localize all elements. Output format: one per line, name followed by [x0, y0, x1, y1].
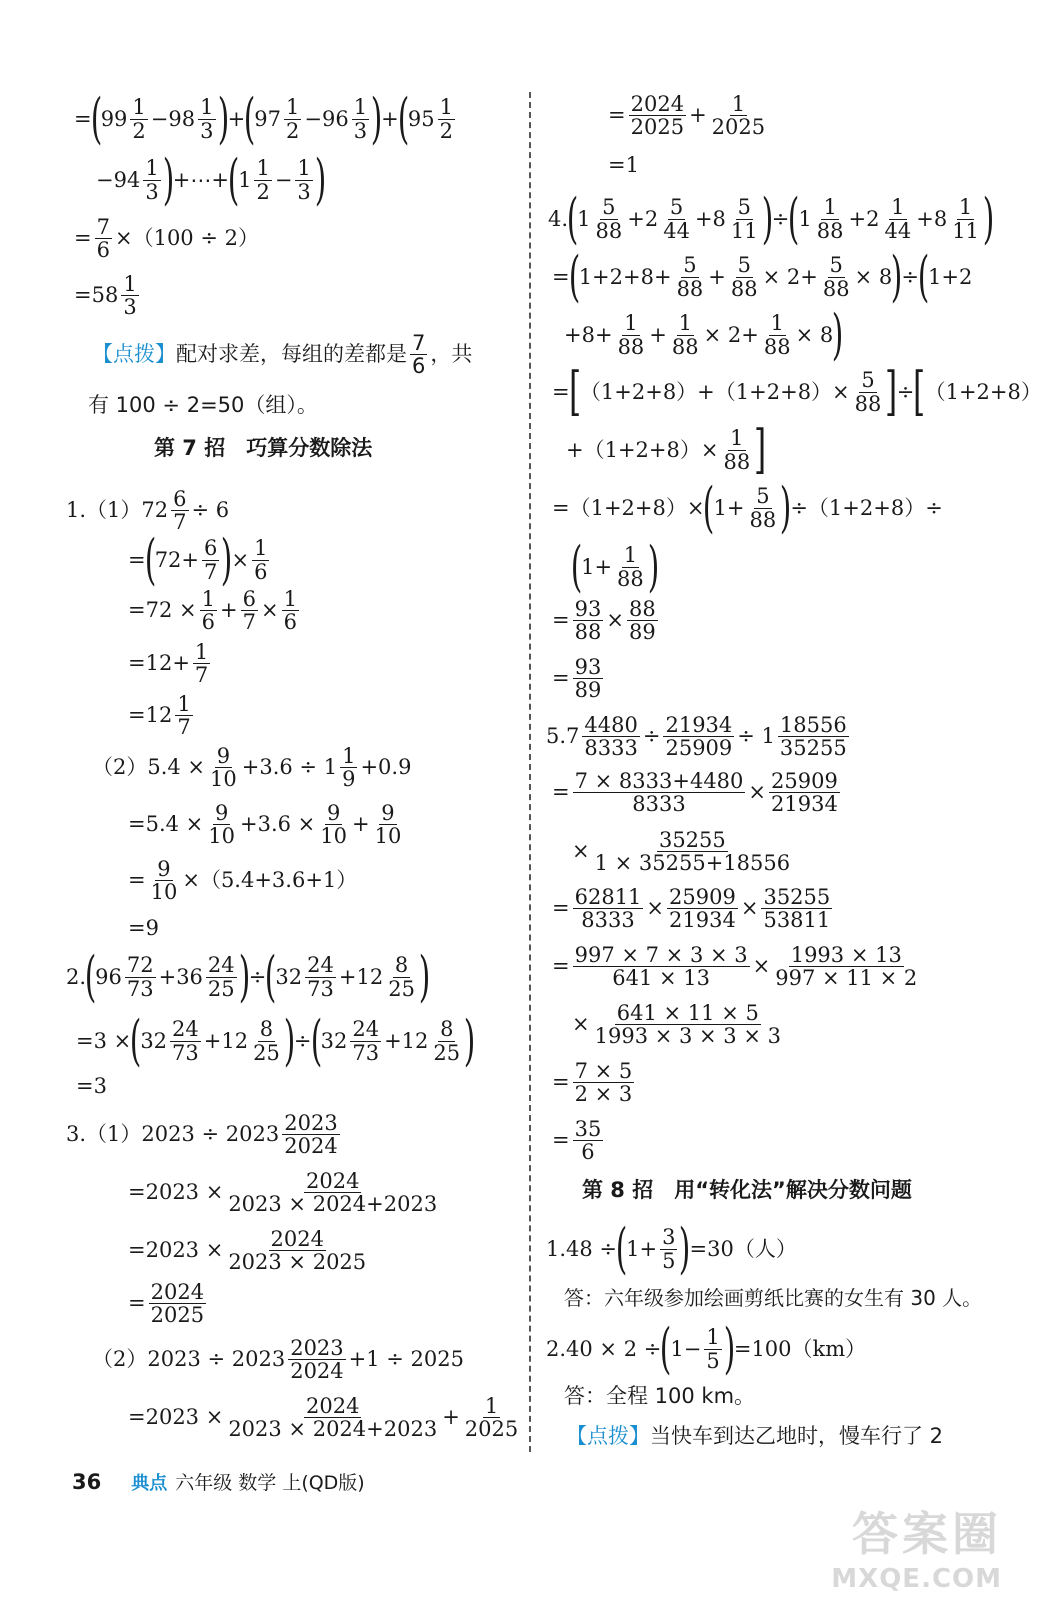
text: = — [128, 547, 146, 572]
brand-logo: 典点 — [131, 1472, 168, 1494]
text: +8+ — [564, 322, 613, 347]
watermark-text: 答案圈 — [852, 1507, 1002, 1561]
fraction: 2023 2024 — [290, 1336, 344, 1384]
eq-line — [74, 273, 142, 318]
eq-line — [552, 245, 973, 308]
text: = — [552, 896, 570, 921]
eq-line — [572, 829, 795, 874]
fraction: $\frac{7}{6}$ — [96, 215, 110, 263]
fraction: $\frac{1}{88}$ — [617, 543, 644, 591]
paren-right: ) — [162, 148, 175, 211]
eq-line — [92, 1337, 464, 1382]
fraction: 5 88 — [595, 195, 623, 243]
fraction: 24 25 — [207, 953, 235, 1001]
fraction: 1 3 — [353, 95, 368, 143]
fraction: $\frac{62811}{8333}$ — [574, 885, 642, 933]
text: = — [552, 379, 570, 404]
eq-line — [566, 420, 767, 480]
text: 1 — [798, 206, 812, 231]
text: 1 — [577, 206, 591, 231]
paren-left: ( — [84, 945, 97, 1008]
text: 72+ — [154, 547, 200, 572]
paren-right: ) — [647, 535, 660, 598]
watermark — [831, 1498, 1002, 1594]
fraction: $\frac{9}{10}$ — [210, 744, 237, 792]
text: 1− — [670, 1336, 702, 1361]
text: ÷ — [771, 206, 790, 231]
text: 3.（1）2023 ÷ 2023 — [66, 1122, 280, 1147]
bracket-right: ] — [754, 420, 767, 480]
text: +8 — [916, 206, 948, 231]
fraction: $\frac{1}{2025}$ — [464, 1394, 519, 1442]
eq-line — [546, 714, 852, 759]
text: =2023 × — [128, 1238, 224, 1263]
text: （1+2+8） — [924, 379, 1042, 404]
fraction: 8 25 — [388, 953, 415, 1001]
paren-left: ( — [917, 245, 930, 308]
eq-line — [74, 87, 458, 150]
text: 99 — [100, 106, 128, 131]
fraction: $\frac{2024}{2023 \times 2025}$ — [228, 1227, 367, 1275]
fraction: 1 2 — [439, 95, 453, 143]
text: 1+ — [713, 495, 745, 520]
eq-line — [552, 598, 661, 643]
text: =100（km） — [733, 1336, 867, 1361]
eq-line — [76, 1009, 476, 1072]
fraction: 1 7 — [177, 692, 191, 740]
fraction: 1 3 — [145, 156, 159, 204]
eq-line — [546, 1217, 797, 1280]
paren-right: ) — [418, 945, 431, 1008]
section-heading: 第 8 招 用“转化法”解决分数问题 — [582, 1178, 912, 1202]
tip-text: 当快车到达乙地时，慢车行了 2 — [650, 1424, 944, 1448]
fraction: 5 44 — [663, 195, 690, 243]
eq-line — [66, 1112, 343, 1157]
text: 1+2+8+ — [578, 264, 672, 289]
eq-line — [128, 1281, 209, 1326]
text: 2.40 × 2 ÷ — [546, 1336, 662, 1361]
text: + — [689, 103, 707, 128]
eq-line: =3 — [76, 1074, 107, 1098]
text: 32 — [320, 1028, 348, 1053]
text: +12 — [203, 1028, 249, 1053]
eq-line — [546, 1317, 867, 1380]
text: × — [231, 547, 250, 572]
text: ÷（1+2+8）÷ — [790, 495, 943, 520]
bracket-left: [ — [568, 362, 581, 422]
watermark-url: MXQE.COM — [831, 1564, 1002, 1594]
fraction: 24 73 — [172, 1017, 199, 1065]
paren-left: ( — [788, 187, 800, 250]
paren-right: ) — [221, 528, 233, 591]
fraction: 2023 2024 — [284, 1111, 338, 1159]
eq-line — [128, 1170, 442, 1215]
text: +2 — [627, 206, 659, 231]
text: ÷ 1 — [737, 724, 775, 749]
text: =72 × — [128, 598, 197, 623]
text: × — [752, 954, 771, 979]
text: ÷ — [642, 724, 661, 749]
eq-line — [552, 362, 1042, 422]
eq-line — [96, 148, 327, 211]
fraction: $\frac{9}{10}$ — [150, 857, 178, 905]
paren-right: ) — [982, 187, 995, 250]
text: × 2+ — [703, 322, 759, 347]
eq-line — [92, 745, 411, 790]
column-divider — [529, 92, 531, 1452]
paren-right: ) — [831, 303, 844, 366]
fraction: $\frac{1}{88}$ — [723, 426, 751, 474]
fraction: $\frac{2024}{2023 \times 2024+2023}$ — [228, 1394, 438, 1442]
text: =2023 × — [128, 1180, 224, 1205]
bracket-right: ] — [885, 362, 898, 422]
page-number: 36 — [72, 1469, 102, 1494]
tip-label: 【点拨】 — [92, 342, 176, 367]
eq-line — [74, 216, 259, 261]
paren-right: ) — [679, 1217, 691, 1280]
text: 1.（1）72 — [66, 498, 169, 523]
fraction: 1 3 — [123, 272, 137, 320]
paren-left: ( — [227, 148, 240, 211]
text: ÷ — [293, 1028, 312, 1053]
text: 5.7 — [546, 724, 580, 749]
fraction: 8 25 — [433, 1017, 461, 1065]
text: 95 — [407, 106, 435, 131]
eq-line — [128, 693, 196, 738]
eq-line: =9 — [128, 916, 159, 940]
text: ×（100 ÷ 2） — [114, 226, 259, 251]
fraction: $\frac{1}{6}$ — [201, 587, 215, 635]
text: （2）5.4 × — [92, 755, 206, 780]
fraction: $\frac{997 \times 7 \times 3 \times 3}{641 \times 13}$ — [574, 943, 748, 991]
paren-left: ( — [566, 187, 579, 250]
text: 2. — [66, 964, 87, 989]
eq-line — [128, 1228, 371, 1273]
text: ×（5.4+3.6+1） — [182, 868, 358, 893]
text: +2 — [848, 206, 880, 231]
tip — [566, 1426, 943, 1447]
text: （2）2023 ÷ 2023 — [92, 1347, 286, 1372]
eq-line — [552, 886, 835, 931]
fraction: $\frac{7 \times 5}{2 \times 3}$ — [574, 1059, 633, 1107]
eq-line — [128, 802, 406, 847]
fraction: 1 9 — [342, 744, 356, 792]
text: ÷ 6 — [191, 498, 230, 523]
paren-left: ( — [243, 87, 256, 150]
text: +0.9 — [360, 755, 412, 780]
text: = — [552, 954, 570, 979]
tip — [92, 332, 472, 377]
fraction: 1 44 — [884, 195, 912, 243]
eq-line — [128, 641, 213, 686]
text: × — [572, 839, 590, 864]
eq-line — [570, 535, 660, 598]
fraction: 18556 35255 — [779, 713, 847, 761]
text: 1+ — [626, 1236, 658, 1261]
fraction: 7 6 — [412, 331, 426, 379]
fraction: 1 3 — [200, 95, 214, 143]
text: +8 — [694, 206, 726, 231]
fraction: 1 11 — [952, 195, 979, 243]
paren-left: ( — [570, 535, 583, 598]
fraction: $\frac{1993 \times 13}{997 \times 11 \times 2}$ — [775, 943, 918, 991]
text: =（1+2+8）× — [552, 495, 705, 520]
paren-right: ) — [217, 87, 229, 150]
fraction: $\frac{25909}{21934}$ — [771, 769, 838, 817]
eq-line — [128, 1395, 523, 1440]
page-footer — [72, 1468, 365, 1495]
fraction: $\frac{1}{88}$ — [671, 311, 699, 359]
fraction: $\frac{6}{7}$ — [242, 587, 256, 635]
fraction: $\frac{3}{5}$ — [662, 1225, 676, 1273]
fraction: $\frac{5}{88}$ — [749, 484, 777, 532]
fraction: $\frac{9}{10}$ — [208, 801, 235, 849]
fraction: $\frac{1}{3}$ — [297, 156, 311, 204]
eq-line — [128, 858, 357, 903]
fraction: $\frac{4480}{8333}$ — [584, 713, 638, 761]
paren-right: ) — [723, 1317, 736, 1380]
book-title: 六年级 数学 上(QD版) — [175, 1472, 365, 1494]
text: + — [227, 106, 246, 131]
text: −94 — [96, 167, 141, 192]
answer: 答：六年级参加绘画剪纸比赛的女生有 30 人。 — [564, 1286, 983, 1310]
text: +12 — [384, 1028, 429, 1053]
fraction: 24 73 — [307, 953, 334, 1001]
text: × 8 — [854, 264, 893, 289]
eq-line — [552, 1118, 606, 1163]
text: = — [128, 1291, 146, 1316]
fraction: $\frac{1}{7}$ — [194, 640, 209, 688]
text: × — [740, 896, 759, 921]
eq-line — [66, 488, 229, 533]
text: 1+ — [581, 554, 613, 579]
section-heading: 第 7 招 巧算分数除法 — [154, 436, 373, 460]
paren-right: ) — [890, 245, 903, 308]
paren-right: ) — [238, 945, 250, 1008]
text: × — [748, 780, 767, 805]
fraction: $\frac{1}{88}$ — [617, 311, 645, 359]
fraction: 1 2 — [132, 95, 146, 143]
text: =58 — [74, 283, 119, 308]
text: +12 — [338, 964, 384, 989]
eq-line — [128, 588, 302, 633]
tip-text: ，共 — [430, 342, 473, 367]
fraction: $\frac{7 \times 8333+4480}{8333}$ — [574, 769, 744, 817]
text: =3 × — [76, 1028, 132, 1053]
paren-right: ) — [761, 187, 773, 250]
paren-left: ( — [703, 476, 715, 539]
text: × 2+ — [762, 264, 818, 289]
text: ÷ — [896, 379, 915, 404]
text: + — [442, 1405, 460, 1430]
text: = — [552, 666, 570, 691]
fraction: $\frac{21934}{25909}$ — [665, 713, 733, 761]
text: =12+ — [128, 651, 190, 676]
text: 1.48 ÷ — [546, 1236, 618, 1261]
text: +36 — [158, 964, 203, 989]
text: 32 — [140, 1028, 168, 1053]
fraction: 1 2 — [286, 95, 300, 143]
text: × 8 — [795, 322, 834, 347]
text: + — [352, 812, 370, 837]
fraction: $\frac{641 \times 11 \times 5}{1993 \times 3 \times 3 \times 3}$ — [594, 1001, 781, 1049]
text: =5.4 × — [128, 812, 204, 837]
eq-line — [564, 303, 844, 366]
tip — [88, 395, 318, 416]
fraction: $\frac{6}{7}$ — [173, 487, 187, 535]
tip-text: 配对求差，每组的差都是 — [176, 342, 407, 367]
bracket-left: [ — [913, 362, 926, 422]
text: +3.6 ÷ 1 — [241, 755, 338, 780]
fraction: $\frac{6}{7}$ — [204, 536, 218, 584]
text: 4. — [548, 206, 569, 231]
fraction: $\frac{5}{88}$ — [854, 368, 882, 416]
text: =12 — [128, 703, 173, 728]
fraction: $\frac{35255}{1 \times 35255+18556}$ — [594, 828, 791, 876]
fraction: $\frac{9}{10}$ — [374, 801, 402, 849]
paren-left: ( — [90, 87, 102, 150]
text: 32 — [275, 964, 303, 989]
fraction: $\frac{2024}{2023 \times 2024+2023}$ — [228, 1169, 438, 1217]
fraction: 1 88 — [816, 195, 844, 243]
fraction: 8 25 — [253, 1017, 280, 1065]
text: ÷ — [901, 264, 919, 289]
eq-line — [608, 93, 770, 138]
text: −96 — [304, 106, 349, 131]
text: +⋯+ — [172, 167, 229, 192]
paren-right: ) — [779, 476, 792, 539]
text: = — [552, 264, 570, 289]
fraction: $\frac{1}{2025}$ — [711, 92, 766, 140]
text: 1 — [238, 167, 252, 192]
text: × — [646, 896, 665, 921]
text: +1 ÷ 2025 — [348, 1347, 465, 1372]
paren-left: ( — [310, 1009, 322, 1072]
text: =2023 × — [128, 1405, 224, 1430]
fraction: $\frac{35255}{53811}$ — [763, 885, 831, 933]
text: = — [552, 780, 570, 805]
text: = — [552, 608, 570, 633]
fraction: $\frac{93}{89}$ — [574, 655, 602, 703]
text: + — [381, 106, 399, 131]
text: = — [552, 1128, 570, 1153]
fraction: $\frac{1}{5}$ — [706, 1325, 720, 1373]
text: − — [274, 167, 293, 192]
fraction: $\frac{1}{88}$ — [763, 311, 791, 359]
fraction: $\frac{9}{10}$ — [320, 801, 347, 849]
fraction: $\frac{25909}{21934}$ — [669, 885, 736, 933]
paren-left: ( — [397, 87, 410, 150]
paren-left: ( — [144, 528, 156, 591]
paren-right: ) — [370, 87, 383, 150]
eq-line — [572, 1002, 786, 1047]
paren-right: ) — [463, 1009, 476, 1072]
paren-left: ( — [265, 945, 277, 1008]
fraction: 5 11 — [730, 195, 758, 243]
answer: 答：全程 100 km。 — [564, 1384, 756, 1408]
fraction: $\frac{93}{88}$ — [574, 597, 602, 645]
eq-line — [552, 770, 843, 815]
text: × — [572, 1012, 590, 1037]
text: × — [606, 608, 624, 633]
fraction: 72 73 — [126, 953, 154, 1001]
fraction: $\frac{35}{6}$ — [574, 1117, 602, 1165]
paren-left: ( — [568, 245, 580, 308]
fraction: $\frac{5}{88}$ — [730, 253, 758, 301]
text: = — [74, 106, 92, 131]
eq-line — [128, 528, 272, 591]
text: + — [708, 264, 726, 289]
text: +3.6 × — [240, 812, 316, 837]
fraction: 24 73 — [352, 1017, 380, 1065]
text: 97 — [254, 106, 281, 131]
text: × — [260, 598, 279, 623]
text: = — [552, 1070, 570, 1095]
tip-text: 有 100 ÷ 2=50（组）。 — [88, 393, 318, 417]
fraction: 1 2 — [256, 156, 270, 204]
text: 1+2 — [928, 264, 973, 289]
text: =30（人） — [689, 1236, 797, 1261]
eq-line — [548, 187, 995, 250]
fraction: $\frac{2024}{2025}$ — [150, 1280, 205, 1328]
text: ÷ — [248, 964, 267, 989]
paren-left: ( — [660, 1317, 672, 1380]
text: + — [219, 598, 238, 623]
paren-right: ) — [314, 148, 327, 211]
text: 96 — [95, 964, 122, 989]
eq-line — [552, 1060, 637, 1105]
paren-left: ( — [615, 1217, 628, 1280]
fraction: $\frac{88}{89}$ — [628, 597, 656, 645]
paren-left: ( — [129, 1009, 142, 1072]
paren-right: ) — [283, 1009, 296, 1072]
eq-line — [552, 656, 606, 701]
text: = — [74, 226, 92, 251]
text: +（1+2+8）× — [566, 437, 719, 462]
fraction: $\frac{1}{6}$ — [254, 536, 268, 584]
fraction: $\frac{5}{88}$ — [676, 253, 704, 301]
fraction: $\frac{5}{88}$ — [822, 253, 850, 301]
text: = — [128, 868, 146, 893]
text: + — [649, 322, 667, 347]
text: （1+2+8）+（1+2+8）× — [579, 379, 850, 404]
eq-line — [66, 945, 431, 1008]
eq-line — [552, 944, 922, 989]
fraction: $\frac{2024}{2025}$ — [630, 92, 685, 140]
tip-label: 【点拨】 — [566, 1424, 650, 1448]
eq-line — [552, 476, 943, 539]
text: = — [608, 103, 626, 128]
text: −98 — [150, 106, 196, 131]
eq-line: =1 — [608, 153, 639, 177]
fraction: $\frac{1}{6}$ — [283, 587, 297, 635]
